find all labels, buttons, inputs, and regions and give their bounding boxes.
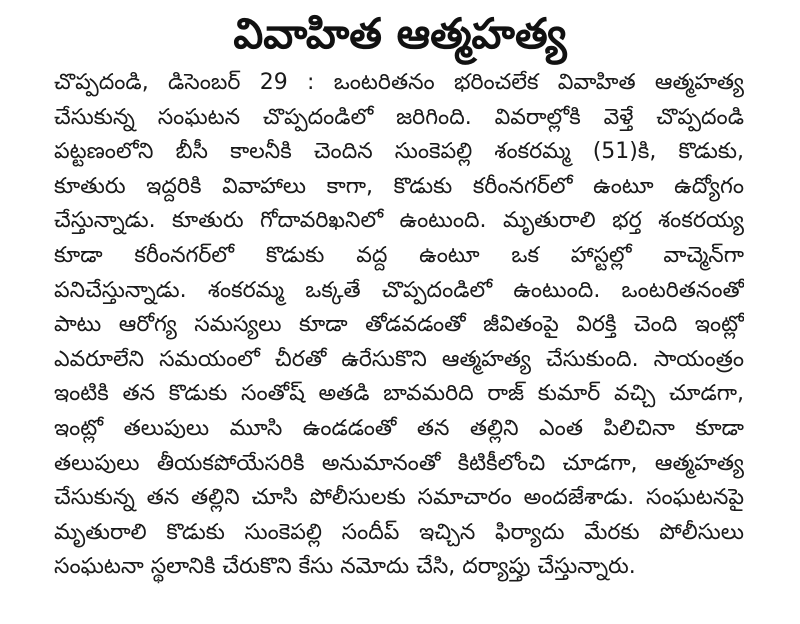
article-line: చొప్పదండి, డిసెంబర్ 29 : ఒంటరితనం భరించలేక వివాహిత ఆత్మహత్య	[54, 70, 744, 95]
article-line: చేసుకున్న తన తల్లిని చూసి పోలీసులకు సమాచారం అందజేశాడు. సంఘటనపై	[54, 485, 744, 511]
article-line: ఎవరూలేని సమయంలో చీరతో ఉరేసుకొని ఆత్మహత్య చేసుకుంది. సాయంత్రం	[54, 346, 744, 372]
article-body	[54, 66, 744, 585]
article-line: సంఘటనా స్థలానికి చేరుకొని కేసు నమోదు చేసి, దర్యాప్తు చేస్తున్నారు.	[54, 554, 636, 580]
article-line: తలుపులు తీయకపోయేసరికి అనుమానంతో కిటికీలోంచి చూడగా, ఆత్మహత్య	[54, 450, 744, 476]
article-line: మృతురాలి కొడుకు సుంకెపల్లి సందీప్ ఇచ్చిన ఫిర్యాదు మేరకు పోలీసులు	[54, 519, 744, 545]
article-line: పట్టణంలోని బీసీ కాలనీకి చెందిన సుంకెపల్లి శంకరమ్మ (51)కి, కొడుకు,	[54, 139, 744, 165]
article-line: కూతురు ఇద్దరికి వివాహాలు కాగా, కొడుకు కరీంనగర్‌లో ఉంటూ ఉద్యోగం	[54, 173, 744, 199]
article-line: కూడా కరీంనగర్‌లో కొడుకు వద్ద ఉంటూ ఒక హాస్టల్లో వాచ్మెన్‌గా	[54, 242, 744, 268]
article-line: పనిచేస్తున్నాడు. శంకరమ్మ ఒక్కతే చొప్పదండిలో ఉంటుంది. ఒంటరితనంతో	[54, 277, 744, 303]
article-line: పాటు ఆరోగ్య సమస్యలు కూడా తోడవడంతో జీవితంపై విరక్తి చెంది ఇంట్లో	[54, 312, 744, 338]
article-line: చేసుకున్న సంఘటన చొప్పదండిలో జరిగింది. వివరాల్లోకి వెళ్తే చొప్పదండి	[54, 104, 744, 130]
article-headline: వివాహిత ఆత్మహత్య	[233, 9, 567, 58]
article-line: ఇంట్లో తలుపులు మూసి ఉండడంతో తన తల్లిని ఎంత పిలిచినా కూడా	[54, 415, 744, 441]
article-line: ఇంటికి తన కొడుకు సంతోష్ అతడి బావమరిది రాజ్ కుమార్ వచ్చి చూడగా,	[54, 381, 744, 407]
article-line: చేస్తున్నాడు. కూతురు గోదావరిఖనిలో ఉంటుంది. మృతురాలి భర్త శంకరయ్య	[54, 208, 744, 234]
